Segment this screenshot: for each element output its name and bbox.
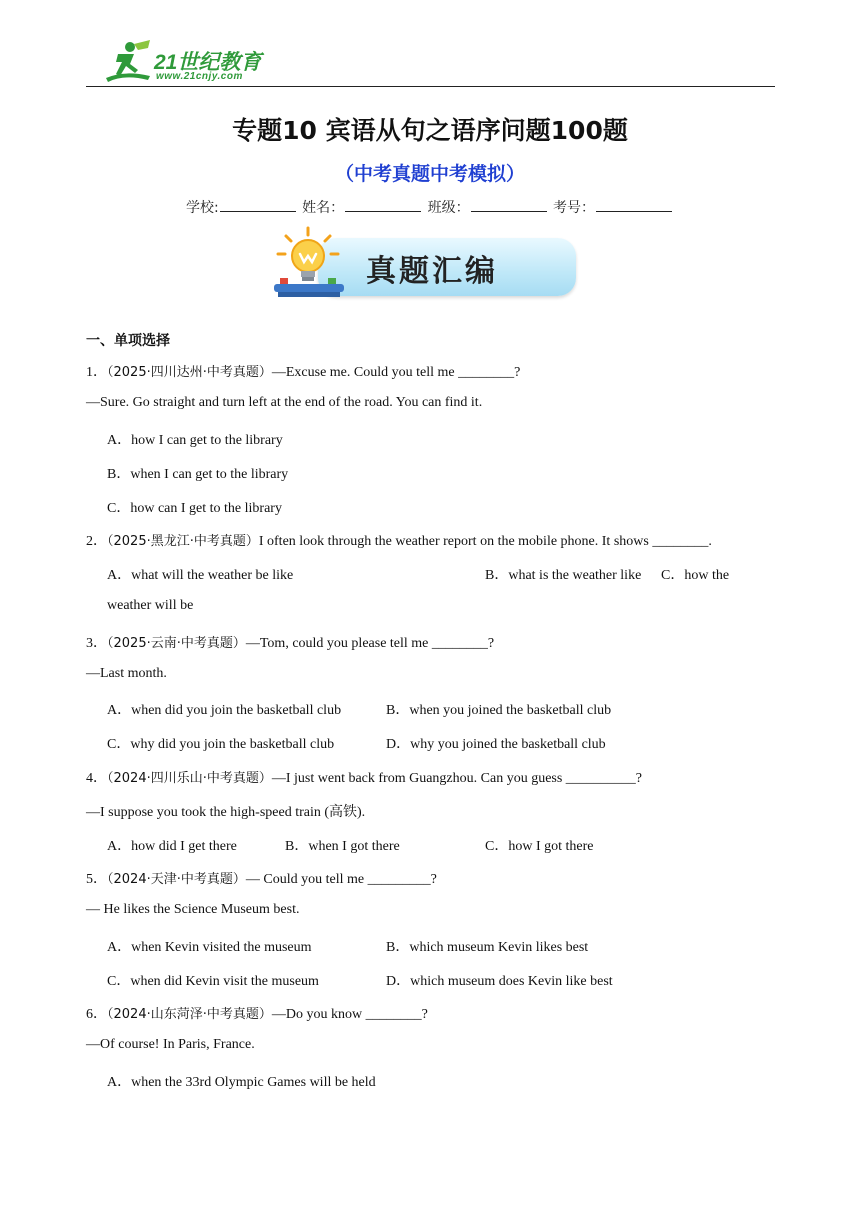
question-number: 3． [86,636,107,651]
school-label: 学校: [185,200,219,216]
name-label: 姓名： [302,200,345,216]
question-6-option-a[interactable]: A．when the 33rd Olympic Games will be held [107,1075,376,1090]
question-3-option-b[interactable]: B．when you joined the basketball club [386,703,612,718]
lightbulb-icon [268,226,348,304]
question-source: （2024·天津·中考真题） [107,872,246,887]
question-2-option-b[interactable]: B．what is the weather like [485,568,642,583]
question-stem: I often look through the weather report on the mobile phone. It shows ________. [258,534,712,549]
section-title: 一、单项选择 [86,333,170,349]
question-source: （2024·山东菏泽·中考真题） [107,1007,272,1022]
runner-logo-icon [104,40,154,84]
question-5-option-a[interactable]: A．when Kevin visited the museum [107,940,312,955]
question-1-option-b[interactable]: B．when I can get to the library [107,467,289,482]
question-5-option-d[interactable]: D．which museum does Kevin like best [386,974,613,989]
question-number: 1． [86,365,107,380]
question-1-option-c[interactable]: C．how can I get to the library [107,501,282,516]
question-3-option-a[interactable]: A．when did you join the basketball club [107,703,342,718]
question-2-option-a[interactable]: A．what will the weather be like [107,568,294,583]
question-1 [86,361,520,381]
question-2-option-c[interactable]: C．how the [661,568,730,583]
exam-number-blank [596,199,672,212]
question-4 [86,767,642,787]
section-banner [268,226,580,304]
question-source: （2025·黑龙江·中考真题） [107,534,259,549]
question-3-option-d[interactable]: D．why you joined the basketball club [386,737,606,752]
question-5-option-c[interactable]: C．when did Kevin visit the museum [107,974,319,989]
banner-text: 真题汇编 [366,254,498,289]
question-source: （2025·云南·中考真题） [107,636,246,651]
question-3-reply: —Last month. [86,666,167,681]
question-5 [86,868,437,888]
class-label: 班级： [427,200,470,216]
page-subtitle: （中考真题中考模拟） [334,163,525,185]
question-2-option-c-continued[interactable]: weather will be [107,598,194,613]
question-5-option-b[interactable]: B．which museum Kevin likes best [386,940,589,955]
logo-brand-text: 21世纪教育 [154,51,262,74]
header-divider [86,86,775,87]
question-stem: —Excuse me. Could you tell me ________? [271,365,521,380]
question-5-reply: — He likes the Science Museum best. [86,902,300,917]
question-number: 6． [86,1007,107,1022]
question-number: 4． [86,771,107,786]
question-1-reply: —Sure. Go straight and turn left at the end of the road. You can find it. [86,395,483,410]
page-title: 专题10 宾语从句之语序问题100题 [232,116,628,145]
question-6 [86,1003,428,1023]
question-4-option-c[interactable]: C．how I got there [485,839,594,854]
logo-url-text: www.21cnjy.com [156,71,243,82]
question-source: （2025·四川达州·中考真题） [107,365,272,380]
class-blank [471,199,547,212]
question-number: 2． [86,534,107,549]
student-info-fields [0,197,860,217]
site-logo [104,40,274,86]
school-blank [220,199,296,212]
question-number: 5． [86,872,107,887]
question-source: （2024·四川乐山·中考真题） [107,771,272,786]
question-stem: —I just went back from Guangzhou. Can you guess __________? [271,771,643,786]
question-stem: —Do you know ________? [271,1007,428,1022]
exam-number-label: 考号： [553,200,596,216]
question-stem: — Could you tell me _________? [245,872,437,887]
question-stem: —Tom, could you please tell me ________? [245,636,495,651]
question-4-option-b[interactable]: B．when I got there [285,839,400,854]
question-4-reply: —I suppose you took the high-speed train (高铁). [86,805,366,820]
question-6-reply: —Of course! In Paris, France. [86,1037,255,1052]
name-blank [345,199,421,212]
question-4-option-a[interactable]: A．how did I get there [107,839,237,854]
question-3 [86,632,494,652]
question-1-option-a[interactable]: A．how I can get to the library [107,433,283,448]
question-3-option-c[interactable]: C．why did you join the basketball club [107,737,335,752]
question-2 [86,530,712,550]
